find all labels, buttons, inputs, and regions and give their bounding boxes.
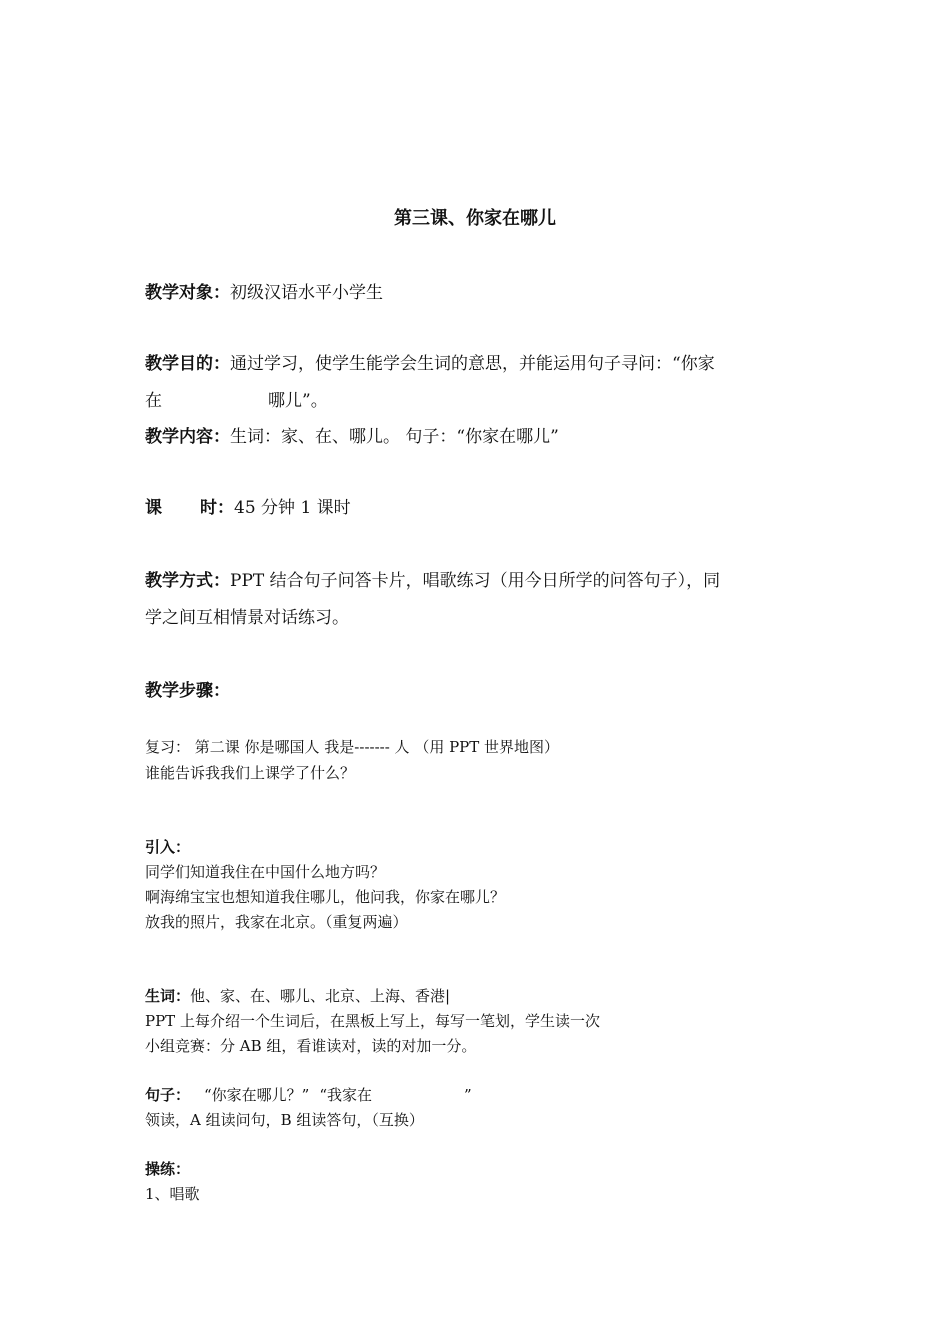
- lesson-title: 第三课、你家在哪儿: [394, 208, 556, 229]
- practice-label: 操练：: [145, 1160, 191, 1178]
- class-hours-label-b: 时：: [200, 498, 234, 518]
- vocab-line-2: PPT 上每介绍一个生词后，在黑板上写上，每写一笔划，学生读一次: [145, 1012, 600, 1030]
- teaching-content: [145, 422, 559, 447]
- teaching-content-text: 生词：家、在、哪儿。 句子：“你家在哪儿”: [230, 427, 559, 447]
- teaching-purpose: [145, 349, 715, 374]
- sentence-line-2: 领读，A 组读问句，B 组读答句，（互换）: [145, 1111, 424, 1129]
- teaching-method: [145, 566, 720, 591]
- class-hours: [145, 493, 351, 518]
- vocab-line-3: 小组竞赛：分 AB 组，看谁读对，读的对加一分。: [145, 1037, 477, 1055]
- sentence-question: “你家在哪儿？”: [204, 1086, 310, 1104]
- practice-line-1: 1、唱歌: [145, 1185, 200, 1203]
- intro-label: 引入：: [145, 838, 191, 856]
- teaching-method-label: 教学方式：: [145, 571, 230, 591]
- review-line-2: 谁能告诉我我们上课学了什么？: [145, 764, 356, 782]
- teaching-purpose-text-2b: 哪儿”。: [268, 391, 328, 411]
- teaching-steps-heading: 教学步骤：: [145, 681, 230, 701]
- sentence-answer-close: ”: [464, 1086, 472, 1104]
- class-hours-text: 45 分钟 1 课时: [234, 498, 351, 518]
- teaching-object: [145, 278, 383, 303]
- intro-line-2: 啊海绵宝宝也想知道我住哪儿，他问我，你家在哪儿？: [145, 888, 506, 906]
- vocab-label: 生词：: [145, 987, 191, 1005]
- teaching-purpose-text-1: 通过学习，使学生能学会生词的意思，并能运用句子寻问：“你家: [230, 354, 715, 374]
- vocab-line-1: [145, 985, 450, 1006]
- teaching-content-label: 教学内容：: [145, 427, 230, 447]
- teaching-purpose-label: 教学目的：: [145, 354, 230, 374]
- sentence-line-1: [145, 1084, 472, 1105]
- sentence-label: 句子：: [145, 1086, 191, 1104]
- teaching-method-text-1: PPT 结合句子问答卡片，唱歌练习（用今日所学的问答句子），同: [230, 571, 721, 591]
- review-line-1: 复习： 第二课 你是哪国人 我是------- 人 （用 PPT 世界地图）: [145, 738, 560, 756]
- teaching-object-label: 教学对象：: [145, 283, 230, 303]
- vocab-text: 他、家、在、哪儿、北京、上海、香港|: [190, 987, 451, 1005]
- sentence-answer-open: “我家在: [319, 1086, 373, 1104]
- teaching-object-text: 初级汉语水平小学生: [230, 283, 383, 303]
- intro-line-3: 放我的照片，我家在北京。（重复两遍）: [145, 913, 408, 931]
- teaching-method-continued: 学之间互相情景对话练习。: [145, 608, 349, 628]
- class-hours-label-a: 课: [145, 498, 162, 518]
- intro-line-1: 同学们知道我住在中国什么地方吗？: [145, 863, 386, 881]
- teaching-purpose-continued: [145, 386, 328, 411]
- teaching-purpose-text-2a: 在: [145, 391, 162, 411]
